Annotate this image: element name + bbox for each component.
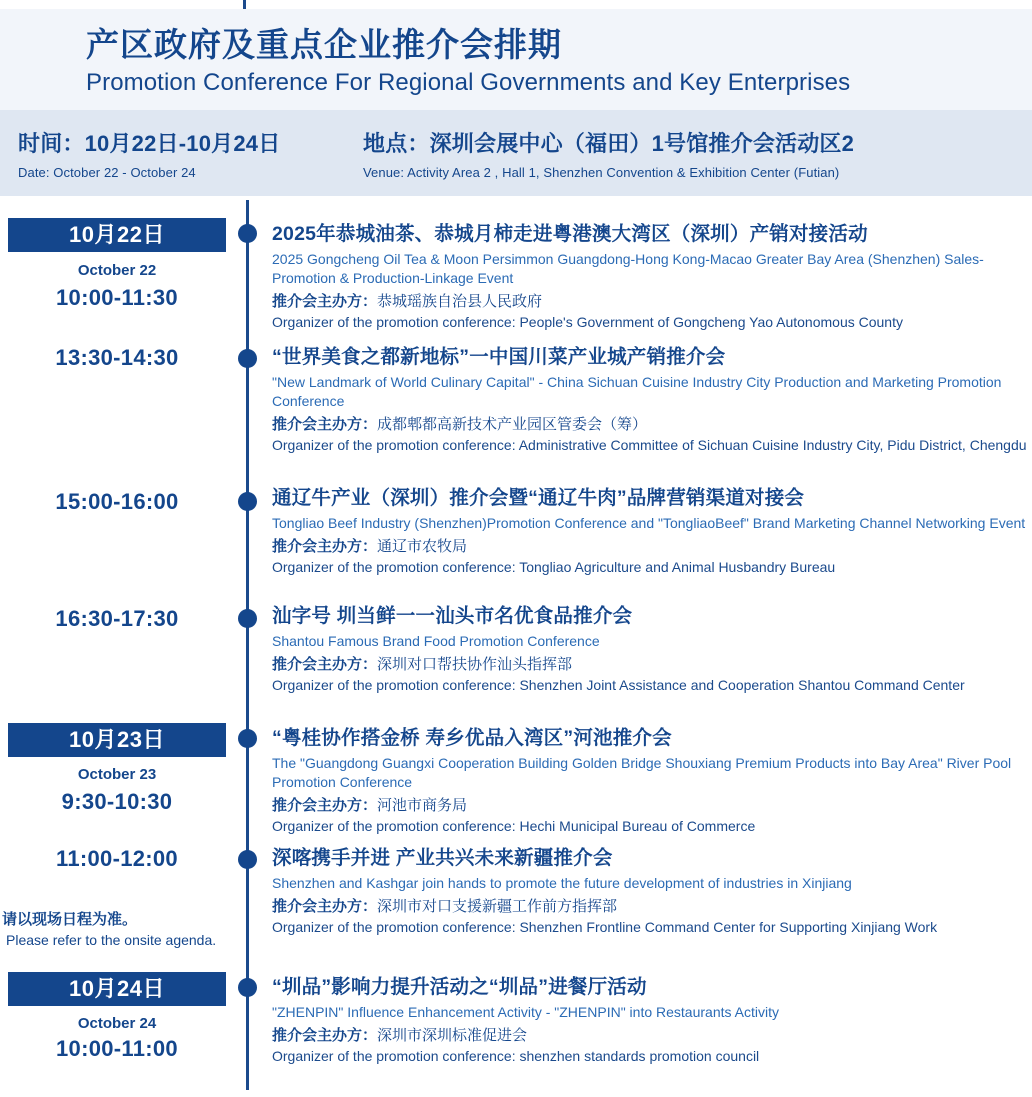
session-organizer-1: [272, 292, 1030, 332]
session-organizer-en-2: Organizer of the promotion conference: Administrative Committee of Sichuan Cuisine Industry City, Pidu District, Chengdu: [272, 437, 1027, 454]
session-entry-5: [272, 726, 1030, 836]
session-time-7: 10:00-11:00: [56, 1036, 178, 1061]
session-title-cn-7: “圳品”影响力提升活动之“圳品”进餐厅活动: [272, 976, 647, 998]
session-time-1: 10:00-11:30: [56, 285, 178, 310]
organizer-label-3: 推介会主办方：: [272, 538, 378, 556]
session-title-cn-6: 深喀携手并进 产业共兴未来新疆推介会: [272, 847, 613, 869]
organizer-value-2: 成都郫都高新技术产业园区管委会（筹）: [377, 416, 648, 434]
session-entry-2: [272, 345, 1030, 455]
page-title-cn: 产区政府及重点企业推介会排期: [86, 26, 562, 63]
session-title-en-3: Tongliao Beef Industry (Shenzhen)Promotion Conference and "TongliaoBeef" Brand Marketing Channel Networking Event: [272, 515, 1026, 532]
event-venue-en: Venue: Activity Area 2 , Hall 1, Shenzhen Convention & Exhibition Center (Futian): [363, 165, 840, 180]
date-badge-day2: 10月23日: [8, 723, 226, 757]
session-time-6: 11:00-12:00: [56, 846, 178, 871]
organizer-value-4: 深圳对口帮扶协作汕头指挥部: [377, 656, 573, 674]
session-organizer-7: [272, 1026, 1030, 1066]
event-time-cn: 时间：10月22日-10月24日: [18, 131, 281, 156]
event-venue-block: [363, 110, 854, 196]
timeline-dot-3: [238, 492, 257, 511]
session-time-3: 15:00-16:00: [55, 489, 179, 514]
session-entry-4: [272, 604, 1030, 695]
session-title-en-6: Shenzhen and Kashgar join hands to promote the future development of industries in Xinjiang: [272, 875, 852, 892]
poster-header: [0, 9, 1032, 111]
timeline-dot-5: [238, 729, 257, 748]
session-organizer-4: [272, 655, 1030, 695]
session-time-4: 16:30-17:30: [55, 606, 179, 631]
session-title-en-1: 2025 Gongcheng Oil Tea & Moon Persimmon Guangdong-Hong Kong-Macao Greater Bay Area (Shenzhen) Sales-Promotion & Production-Linkage Event: [272, 251, 984, 287]
event-time-block: [18, 110, 363, 196]
event-time-en: Date: October 22 - October 24: [18, 165, 196, 180]
timeline-dot-7: [238, 978, 257, 997]
date-label-en-day1: October 22: [77, 262, 157, 279]
session-organizer-3: [272, 537, 1030, 577]
session-title-cn-3: 通辽牛产业（深圳）推介会暨“通辽牛肉”品牌营销渠道对接会: [272, 487, 805, 509]
session-title-en-5: The "Guangdong Guangxi Cooperation Building Golden Bridge Shouxiang Premium Products into Bay Area" River Pool Promotion Conference: [272, 755, 1012, 791]
date-label-en-day3: October 24: [77, 1015, 157, 1032]
session-entry-6: [272, 846, 1030, 937]
timeline-dot-4: [238, 609, 257, 628]
session-title-en-4: Shantou Famous Brand Food Promotion Conference: [272, 633, 600, 650]
date-label-en-day2: October 23: [77, 766, 157, 783]
timeline-spine: [246, 200, 249, 1090]
organizer-value-3: 通辽市农牧局: [377, 538, 468, 556]
onsite-agenda-note: [2, 908, 242, 948]
session-entry-1: [272, 222, 1030, 332]
session-organizer-en-3: Organizer of the promotion conference: Tongliao Agriculture and Animal Husbandry Bureau: [272, 559, 836, 576]
session-title-cn-1: 2025年恭城油茶、恭城月柿走进粤港澳大湾区（深圳）产销对接活动: [272, 223, 868, 245]
session-organizer-2: [272, 415, 1030, 455]
date-badge-day1: 10月22日: [8, 218, 226, 252]
session-organizer-en-5: Organizer of the promotion conference: Hechi Municipal Bureau of Commerce: [272, 818, 756, 835]
organizer-label-4: 推介会主办方：: [272, 656, 378, 674]
session-organizer-en-6: Organizer of the promotion conference: Shenzhen Frontline Command Center for Supporting Xinjiang Work: [272, 919, 938, 936]
top-tick-decoration: [243, 0, 246, 9]
organizer-label-6: 推介会主办方：: [272, 898, 378, 916]
organizer-label-2: 推介会主办方：: [272, 416, 378, 434]
session-organizer-en-7: Organizer of the promotion conference: shenzhen standards promotion council: [272, 1048, 760, 1065]
session-title-cn-2: “世界美食之都新地标”一中国川菜产业城产销推介会: [272, 346, 726, 368]
session-entry-7: [272, 975, 1030, 1066]
session-organizer-en-1: Organizer of the promotion conference: People's Government of Gongcheng Yao Autonomous County: [272, 314, 903, 331]
session-title-cn-4: 汕字号 圳当鲜一一汕头市名优食品推介会: [272, 605, 633, 627]
date-badge-day3: 10月24日: [8, 972, 226, 1006]
organizer-value-7: 深圳市深圳标准促进会: [377, 1027, 528, 1045]
session-title-cn-5: “粤桂协作搭金桥 寿乡优品入湾区”河池推介会: [272, 727, 672, 749]
onsite-agenda-note-cn: 请以现场日程为准。: [2, 911, 138, 928]
session-entry-3: [272, 486, 1030, 577]
event-venue-cn: 地点：深圳会展中心（福田）1号馆推介会活动区2: [363, 131, 855, 156]
timeline-dot-6: [238, 850, 257, 869]
session-organizer-5: [272, 796, 1030, 836]
organizer-value-5: 河池市商务局: [377, 797, 468, 815]
organizer-label-1: 推介会主办方：: [272, 293, 378, 311]
organizer-value-1: 恭城瑶族自治县人民政府: [377, 293, 543, 311]
session-title-en-2: "New Landmark of World Culinary Capital" - China Sichuan Cuisine Industry City Production and Marketing Promotion Conference: [272, 374, 1002, 410]
session-time-2: 13:30-14:30: [55, 345, 179, 370]
onsite-agenda-note-en: Please refer to the onsite agenda.: [6, 932, 217, 948]
organizer-label-5: 推介会主办方：: [272, 797, 378, 815]
session-organizer-6: [272, 897, 1030, 937]
page-title-en: Promotion Conference For Regional Governments and Key Enterprises: [86, 69, 851, 97]
event-info-bar: [0, 110, 1032, 196]
session-organizer-en-4: Organizer of the promotion conference: Shenzhen Joint Assistance and Cooperation Shantou Command Center: [272, 677, 965, 694]
timeline-dot-1: [238, 224, 257, 243]
organizer-label-7: 推介会主办方：: [272, 1027, 378, 1045]
session-title-en-7: "ZHENPIN" Influence Enhancement Activity - "ZHENPIN" into Restaurants Activity: [272, 1004, 779, 1021]
timeline-dot-2: [238, 349, 257, 368]
organizer-value-6: 深圳市对口支援新疆工作前方指挥部: [377, 898, 618, 916]
session-time-5: 9:30-10:30: [61, 789, 173, 814]
